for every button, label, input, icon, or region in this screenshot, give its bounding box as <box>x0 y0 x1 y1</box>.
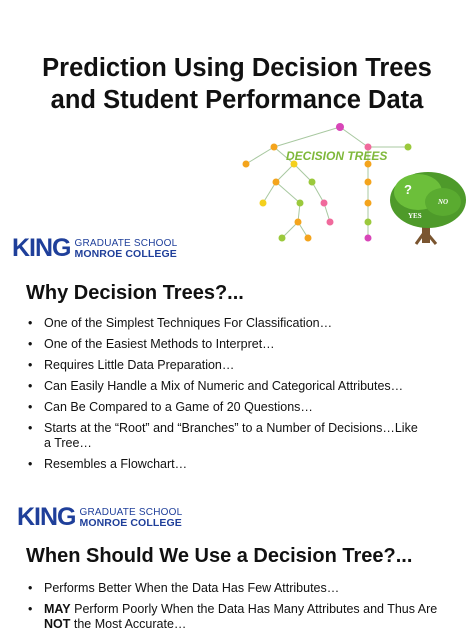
art-yes: YES <box>408 212 422 220</box>
bullet-list <box>28 316 458 472</box>
bold-may: MAY <box>44 602 71 616</box>
bullet-item: • Can Easily Handle a Mix of Numeric and Categorical Attributes… <box>28 379 458 394</box>
tree-icon <box>390 172 466 244</box>
bullet-text: Perform Poorly When the Data Has Many Attributes and Thus Are <box>70 602 438 616</box>
slide-heading: When Should We Use a Decision Tree?... <box>26 545 413 567</box>
logo-king: KING <box>17 503 76 531</box>
bullet-text: the Most Accurate… <box>70 617 187 631</box>
bold-not: NOT <box>44 617 71 631</box>
logo-graduate-school: GRADUATE SCHOOL <box>79 506 183 518</box>
art-no: NO <box>438 198 449 206</box>
when-slide <box>0 483 474 632</box>
slide-heading: Why Decision Trees?... <box>26 282 244 304</box>
slide-title <box>0 52 474 116</box>
title-line-2: and Student Performance Data <box>50 86 424 114</box>
logo-monroe-college: MONROE COLLEGE <box>79 516 182 529</box>
title-line-1: Prediction Using Decision Trees <box>42 54 432 82</box>
bullet-item <box>28 602 444 632</box>
art-caption: DECISION TREES <box>286 149 388 163</box>
logo-monroe-college: MONROE COLLEGE <box>74 247 177 260</box>
art-question: ? <box>404 182 412 197</box>
decision-tree-illustration <box>238 120 474 250</box>
title-slide <box>0 0 474 278</box>
bullet-item: • Performs Better When the Data Has Few Attributes… <box>28 581 458 596</box>
bullet-item: • One of the Simplest Techniques For Classification… <box>28 316 458 331</box>
king-logo <box>12 236 177 261</box>
king-logo <box>17 505 182 530</box>
why-slide <box>0 278 474 483</box>
bullet-item: • Can Be Compared to a Game of 20 Questions… <box>28 400 458 415</box>
logo-king: KING <box>12 234 71 262</box>
bullet-item: • Requires Little Data Preparation… <box>28 358 458 373</box>
bullet-item: • Resembles a Flowchart… <box>28 457 458 472</box>
logo-graduate-school: GRADUATE SCHOOL <box>74 237 178 249</box>
bullet-item: • Starts at the “Root” and “Branches” to a Number of Decisions…Like a Tree… <box>28 421 424 451</box>
bullet-list <box>28 581 458 632</box>
bullet-item: • One of the Easiest Methods to Interpret… <box>28 337 458 352</box>
